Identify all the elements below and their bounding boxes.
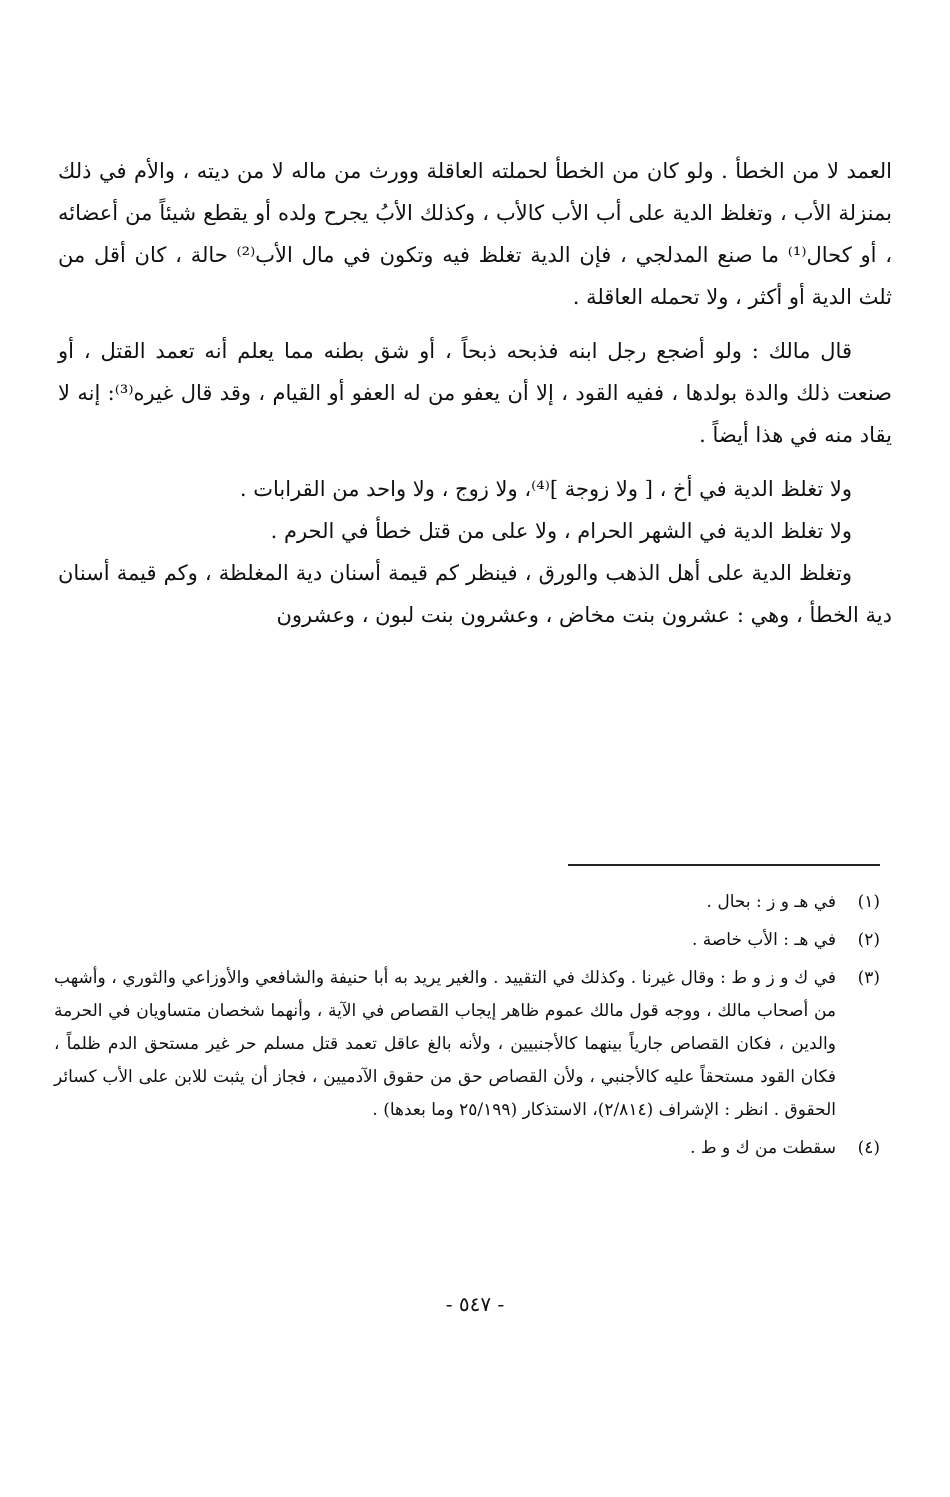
main-text [58,150,892,636]
paragraph-2: قال مالك : ولو أضجع رجل ابنه فذبحه ذبحاً ، أو شق بطنه مما يعلم أنه تعمد القتل ، أو صنعت ذلك والدة بولدها ، ففيه القود ، إلا أن يعفو من له العفو أو القيام ، وقد قال غيره⁽³⁾: إنه لا يقاد منه في هذا أيضاً . [58,339,893,447]
footnote-number: (٤) [857,1138,880,1158]
paragraph-5: وتغلظ الدية على أهل الذهب والورق ، فينظر كم قيمة أسنان دية المغلظة ، وكم قيمة أسنان دية الخطأ ، وهي : عشرون بنت مخاض ، وعشرون بنت لبون ، وعشرون [58,561,892,627]
footnote-text: في هـ و ز : بحال . [706,892,836,912]
footnote-1 [54,886,880,919]
paragraph-4: ولا تغلظ الدية في الشهر الحرام ، ولا على من قتل خطأ في الحرم . [270,519,852,543]
footnote-number: (١) [857,892,880,912]
paragraph-1: العمد لا من الخطأ . ولو كان من الخطأ لحملته العاقلة وورث من ماله لا من ديته ، والأم في ذلك بمنزلة الأب ، وتغلظ الدية على أب الأب كالأب ، وكذلك الأبُ يجرح ولده أو يقطع شيئاً من أعضائه ، أو كحال⁽¹⁾ ما صنع المدلجي ، فإن الدية تغلظ فيه وتكون في مال الأب⁽²⁾ حالة ، كان أقل من ثلث الدية أو أكثر ، ولا تحمله العاقلة . [58,159,892,309]
footnote-divider [568,864,880,866]
footnote-text: في ك و ز و ط : وقال غيرنا . وكذلك في التقييد . والغير يريد به أبا حنيفة والشافعي والأوزاعي والثوري ، وأشهب من أصحاب مالك ، ووجه قول مالك عموم ظاهر إيجاب القصاص في الآية ، وأنهما شخصان متساويان في الحرمة والدين ، فكان القصاص جارياً بينهما كالأجنبيين ، ولأنه بالغ عاقل تعمد قتل مسلم حر غير مستحق الدم ظلماً ، فكان القود مستحقاً عليه كالأجنبي ، ولأن القصاص حق من حقوق الآدميين ، فجاز أن يثبت للابن على الأب كسائر الحقوق . انظر : الإشراف (٢/٨١٤)، الاستذكار (٢٥/١٩٩ وما بعدها) . [54,968,836,1120]
footnote-text: سقطت من ك و ط . [690,1138,836,1158]
page-number: - ٥٤٧ - [445,1292,505,1316]
footnote-3 [54,962,880,1127]
footnotes [54,886,880,1170]
footnote-number: (٢) [857,930,880,950]
footnote-number: (٣) [857,968,880,988]
footnote-4 [54,1132,880,1165]
footnote-2 [54,924,880,957]
paragraph-3: ولا تغلظ الدية في أخ ، [ ولا زوجة ]⁽⁴⁾، ولا زوج ، ولا واحد من القرابات . [239,477,852,501]
footnote-text: في هـ : الأب خاصة . [691,930,836,950]
